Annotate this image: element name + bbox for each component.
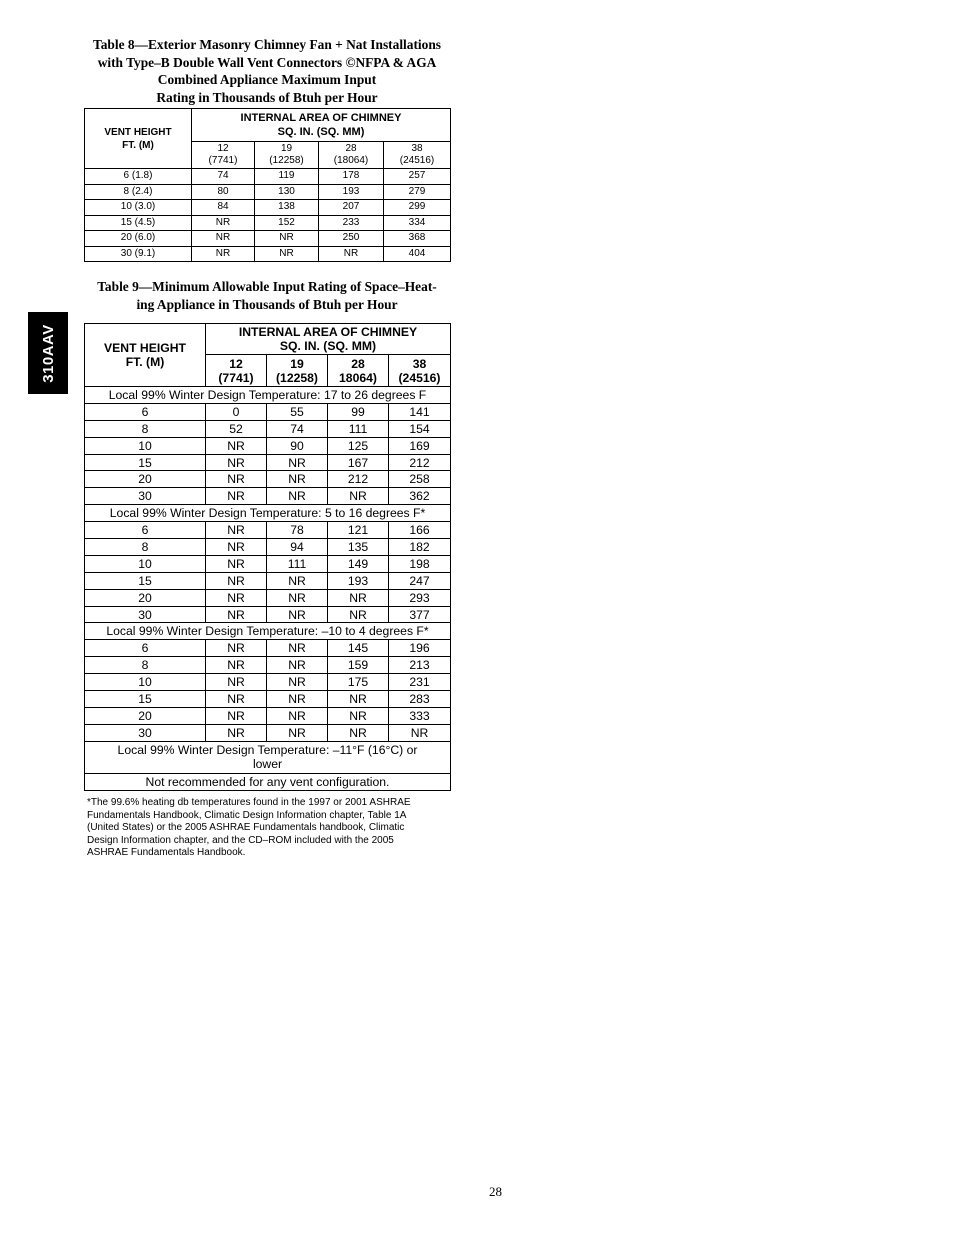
col-size-metric: (7741) — [218, 370, 254, 385]
vent-height-cell: 20 (6.0) — [85, 231, 192, 247]
vent-height-cell: 15 (4.5) — [85, 215, 192, 231]
not-recommended-note: Not recommended for any vent configuration. — [85, 773, 451, 790]
caption-line: Combined Appliance Maximum Input — [157, 72, 377, 87]
column-header — [319, 142, 384, 169]
rating-cell: 250 — [319, 231, 384, 247]
header-line: SQ. IN. (SQ. MM) — [279, 339, 377, 353]
rating-cell: 193 — [328, 572, 389, 589]
section-row — [85, 505, 451, 522]
header-line: SQ. IN. (SQ. MM) — [277, 126, 365, 138]
col-size: 19 — [290, 356, 304, 371]
product-tab-label: 310AAV — [39, 323, 57, 383]
section-row — [85, 387, 451, 404]
vent-height-header — [85, 324, 206, 387]
rating-cell: 293 — [389, 589, 451, 606]
caption-line: Rating in Thousands of Btuh per Hour — [156, 89, 378, 105]
table-row — [85, 555, 451, 572]
rating-cell: 258 — [389, 471, 451, 488]
col-size: 12 — [217, 143, 229, 154]
table-row — [85, 169, 451, 185]
vent-height-cell: 10 — [85, 555, 206, 572]
vent-height-cell: 8 — [85, 539, 206, 556]
rating-cell: 212 — [389, 454, 451, 471]
low-temp-note — [85, 741, 451, 773]
vent-height-cell: 15 — [85, 572, 206, 589]
low-temp-line: lower — [252, 757, 283, 772]
rating-cell: NR — [192, 246, 255, 262]
footnote-line: (United States) or the 2005 ASHRAE Fundamentals handbook, Climatic — [87, 822, 405, 834]
vent-height-cell: 10 — [85, 437, 206, 454]
rating-cell: NR — [389, 724, 451, 741]
col-size-metric: (12258) — [269, 155, 304, 166]
rating-cell: 233 — [319, 215, 384, 231]
table-row — [85, 589, 451, 606]
vent-height-cell: 6 — [85, 522, 206, 539]
rating-cell: 175 — [328, 674, 389, 691]
footnote — [87, 797, 453, 860]
rating-cell: NR — [255, 231, 319, 247]
rating-cell: NR — [206, 657, 267, 674]
vent-height-cell: 20 — [85, 707, 206, 724]
col-size: 19 — [280, 143, 293, 154]
rating-cell: NR — [206, 471, 267, 488]
rating-cell: NR — [328, 724, 389, 741]
rating-cell: 279 — [384, 184, 451, 200]
low-temp-line: Local 99% Winter Design Temperature: –11°F (16°C) or — [117, 743, 418, 758]
section-title: Local 99% Winter Design Temperature: 17 to 26 degrees F — [85, 387, 451, 404]
table-row — [85, 454, 451, 471]
rating-cell: 166 — [389, 522, 451, 539]
caption-line: Table 8—Exterior Masonry Chimney Fan + Nat Installations — [93, 37, 441, 52]
table-row — [85, 724, 451, 741]
rating-cell: 55 — [267, 403, 328, 420]
rating-cell: NR — [206, 437, 267, 454]
rating-cell: 125 — [328, 437, 389, 454]
header-line: INTERNAL AREA OF CHIMNEY — [240, 112, 402, 124]
header-line: INTERNAL AREA OF CHIMNEY — [238, 325, 418, 339]
rating-cell: 193 — [319, 184, 384, 200]
table-row — [85, 403, 451, 420]
vent-height-cell: 6 — [85, 403, 206, 420]
table-row — [85, 674, 451, 691]
rating-cell: NR — [206, 572, 267, 589]
rating-cell: NR — [206, 555, 267, 572]
header-line: FT. (M) — [125, 355, 165, 369]
rating-cell: 167 — [328, 454, 389, 471]
product-tab — [28, 312, 68, 394]
col-size: 38 — [412, 356, 427, 371]
rating-cell: NR — [255, 246, 319, 262]
rating-cell: 94 — [267, 539, 328, 556]
rating-cell: 52 — [206, 420, 267, 437]
col-size: 38 — [411, 143, 423, 154]
col-size-metric: 18064) — [339, 370, 377, 385]
table-row — [85, 488, 451, 505]
rating-cell: NR — [206, 454, 267, 471]
rating-cell: 152 — [255, 215, 319, 231]
area-header — [192, 109, 451, 142]
vent-height-cell: 30 — [85, 606, 206, 623]
rating-cell: NR — [267, 572, 328, 589]
table-row — [85, 231, 451, 247]
header-line: VENT HEIGHT — [104, 126, 172, 138]
table9-caption — [84, 278, 450, 313]
col-size-metric: (12258) — [275, 370, 318, 385]
rating-cell: NR — [267, 674, 328, 691]
table-row — [85, 572, 451, 589]
section-title: Local 99% Winter Design Temperature: 5 to 16 degrees F* — [85, 505, 451, 522]
rating-cell: NR — [328, 589, 389, 606]
vent-height-cell: 30 (9.1) — [85, 246, 192, 262]
page-number: 28 — [489, 1184, 502, 1199]
area-header — [206, 324, 451, 355]
rating-cell: 111 — [328, 420, 389, 437]
table-row — [85, 657, 451, 674]
rating-cell: 159 — [328, 657, 389, 674]
rating-cell: 121 — [328, 522, 389, 539]
vent-height-cell: 6 (1.8) — [85, 169, 192, 185]
rating-cell: NR — [206, 539, 267, 556]
rating-cell: 74 — [192, 169, 255, 185]
rating-cell: NR — [206, 674, 267, 691]
rating-cell: NR — [319, 246, 384, 262]
rating-cell: 119 — [255, 169, 319, 185]
rating-cell: 207 — [319, 200, 384, 216]
table8 — [84, 108, 451, 262]
column-header — [255, 142, 319, 169]
col-size: 28 — [351, 356, 365, 371]
vent-height-cell: 10 (3.0) — [85, 200, 192, 216]
vent-height-cell: 8 — [85, 420, 206, 437]
rating-cell: 99 — [328, 403, 389, 420]
table8-caption — [84, 36, 450, 106]
rating-cell: 78 — [267, 522, 328, 539]
rating-cell: NR — [192, 215, 255, 231]
rating-cell: 196 — [389, 640, 451, 657]
rating-cell: NR — [328, 707, 389, 724]
col-size-metric: (7741) — [208, 155, 238, 166]
rating-cell: NR — [206, 522, 267, 539]
rating-cell: NR — [267, 589, 328, 606]
caption-line: with Type–B Double Wall Vent Connectors ©NFPA & AGA — [97, 54, 437, 70]
section-row — [85, 623, 451, 640]
table-row — [85, 471, 451, 488]
rating-cell: NR — [328, 488, 389, 505]
col-size: 12 — [229, 356, 243, 371]
rating-cell: 135 — [328, 539, 389, 556]
rating-cell: 334 — [384, 215, 451, 231]
rating-cell: 84 — [192, 200, 255, 216]
rating-cell: 333 — [389, 707, 451, 724]
table-row — [85, 522, 451, 539]
rating-cell: 169 — [389, 437, 451, 454]
col-size: 28 — [345, 143, 357, 154]
col-size-metric: (24516) — [399, 155, 435, 166]
rating-cell: 74 — [267, 420, 328, 437]
rating-cell: NR — [206, 691, 267, 708]
table-row — [85, 184, 451, 200]
column-header — [192, 142, 255, 169]
rating-cell: NR — [206, 724, 267, 741]
rating-cell: NR — [267, 488, 328, 505]
rating-cell: NR — [267, 640, 328, 657]
table9 — [84, 323, 451, 791]
vent-height-cell: 15 — [85, 454, 206, 471]
vent-height-header — [85, 109, 192, 169]
rating-cell: 213 — [389, 657, 451, 674]
rating-cell: 257 — [384, 169, 451, 185]
column-header — [206, 355, 267, 387]
rating-cell: 212 — [328, 471, 389, 488]
rating-cell: 0 — [206, 403, 267, 420]
rating-cell: 80 — [192, 184, 255, 200]
table-row — [85, 437, 451, 454]
rating-cell: NR — [206, 707, 267, 724]
rating-cell: NR — [206, 606, 267, 623]
table-row — [85, 539, 451, 556]
rating-cell: NR — [267, 606, 328, 623]
vent-height-cell: 8 — [85, 657, 206, 674]
rating-cell: 377 — [389, 606, 451, 623]
rating-cell: 141 — [389, 403, 451, 420]
footnote-line: ASHRAE Fundamentals Handbook. — [87, 847, 246, 859]
rating-cell: 247 — [389, 572, 451, 589]
footnote-line: Design Information chapter, and the CD–ROM included with the 2005 — [87, 834, 394, 846]
rating-cell: 111 — [267, 555, 328, 572]
rating-cell: NR — [267, 691, 328, 708]
header-line: VENT HEIGHT — [104, 341, 186, 355]
rating-cell: 299 — [384, 200, 451, 216]
table-row — [85, 707, 451, 724]
table-row — [85, 420, 451, 437]
vent-height-cell: 10 — [85, 674, 206, 691]
rating-cell: 404 — [384, 246, 451, 262]
vent-height-cell: 15 — [85, 691, 206, 708]
rating-cell: 368 — [384, 231, 451, 247]
vent-height-cell: 30 — [85, 724, 206, 741]
footnote-line: Fundamentals Handbook, Climatic Design Information chapter, Table 1A — [87, 809, 407, 821]
table-row — [85, 691, 451, 708]
rating-cell: 182 — [389, 539, 451, 556]
col-size-metric: (18064) — [333, 155, 369, 166]
column-header — [267, 355, 328, 387]
rating-cell: 138 — [255, 200, 319, 216]
rating-cell: 130 — [255, 184, 319, 200]
rating-cell: 283 — [389, 691, 451, 708]
rating-cell: 231 — [389, 674, 451, 691]
rating-cell: NR — [267, 724, 328, 741]
table9-body — [85, 387, 451, 742]
rating-cell: 362 — [389, 488, 451, 505]
vent-height-cell: 20 — [85, 589, 206, 606]
table-row — [85, 246, 451, 262]
column-header — [389, 355, 451, 387]
rating-cell: NR — [267, 471, 328, 488]
table-row — [85, 640, 451, 657]
rating-cell: NR — [206, 589, 267, 606]
table-row — [85, 606, 451, 623]
vent-height-cell: 8 (2.4) — [85, 184, 192, 200]
rating-cell: 149 — [328, 555, 389, 572]
caption-line: Table 9—Minimum Allowable Input Rating of Space–Heat- — [97, 279, 437, 294]
table-row — [85, 215, 451, 231]
rating-cell: NR — [206, 488, 267, 505]
rating-cell: NR — [192, 231, 255, 247]
column-header — [328, 355, 389, 387]
table8-body — [85, 169, 451, 262]
section-title: Local 99% Winter Design Temperature: –10 to 4 degrees F* — [85, 623, 451, 640]
rating-cell: 90 — [267, 437, 328, 454]
header-line: FT. (M) — [122, 139, 154, 151]
vent-height-cell: 20 — [85, 471, 206, 488]
caption-line: ing Appliance in Thousands of Btuh per Hour — [136, 296, 398, 312]
rating-cell: 145 — [328, 640, 389, 657]
rating-cell: 198 — [389, 555, 451, 572]
rating-cell: NR — [206, 640, 267, 657]
rating-cell: NR — [328, 606, 389, 623]
vent-height-cell: 6 — [85, 640, 206, 657]
col-size-metric: (24516) — [398, 370, 441, 385]
rating-cell: 178 — [319, 169, 384, 185]
rating-cell: NR — [267, 707, 328, 724]
footnote-line: *The 99.6% heating db temperatures found in the 1997 or 2001 ASHRAE — [87, 797, 411, 808]
rating-cell: NR — [328, 691, 389, 708]
rating-cell: NR — [267, 454, 328, 471]
rating-cell: NR — [267, 657, 328, 674]
table-row — [85, 200, 451, 216]
rating-cell: 154 — [389, 420, 451, 437]
column-header — [384, 142, 451, 169]
vent-height-cell: 30 — [85, 488, 206, 505]
